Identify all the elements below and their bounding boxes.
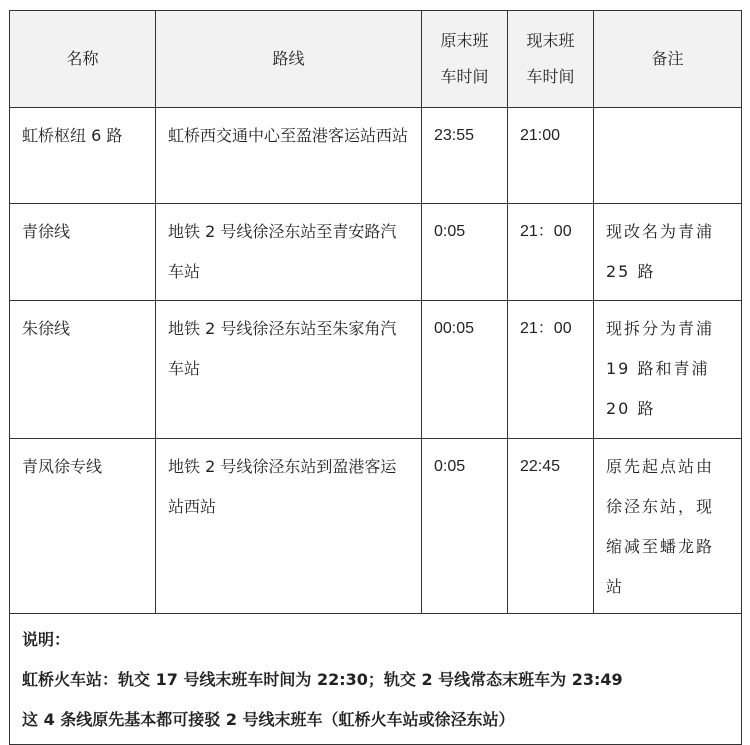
header-name: 名称 <box>10 11 156 108</box>
cell-name: 青凤徐专线 <box>10 439 156 614</box>
cell-old-time: 00:05 <box>422 301 508 439</box>
cell-new-time: 21：00 <box>508 204 594 301</box>
bus-schedule-table <box>9 10 742 745</box>
document-body <box>9 10 741 745</box>
notes-cell <box>10 614 742 745</box>
cell-new-time: 22:45 <box>508 439 594 614</box>
header-old-time-line2: 车时间 <box>440 67 489 86</box>
cell-name: 朱徐线 <box>10 301 156 439</box>
header-new-time-line1: 现末班 <box>526 31 575 50</box>
cell-new-time: 21:00 <box>508 108 594 204</box>
table-row <box>10 108 742 204</box>
header-new-time-line2: 车时间 <box>526 67 575 86</box>
cell-remark <box>594 108 742 204</box>
cell-name: 青徐线 <box>10 204 156 301</box>
header-route: 路线 <box>156 11 422 108</box>
notes-title: 说明： <box>22 630 71 649</box>
cell-remark: 现拆分为青浦 19 路和青浦 20 路 <box>594 301 742 439</box>
notes-row <box>10 614 742 745</box>
cell-route: 地铁 2 号线徐泾东站至朱家角汽车站 <box>156 301 422 439</box>
table-row <box>10 301 742 439</box>
table-row <box>10 439 742 614</box>
header-old-time <box>422 11 508 108</box>
table-header-row <box>10 11 742 108</box>
cell-route: 地铁 2 号线徐泾东站到盈港客运站西站 <box>156 439 422 614</box>
header-new-time <box>508 11 594 108</box>
cell-route: 虹桥西交通中心至盈港客运站西站 <box>156 108 422 204</box>
notes-line-2: 这 4 条线原先基本都可接驳 2 号线末班车（虹桥火车站或徐泾东站） <box>22 710 515 729</box>
cell-route: 地铁 2 号线徐泾东站至青安路汽车站 <box>156 204 422 301</box>
cell-old-time: 0:05 <box>422 439 508 614</box>
notes-line-1: 虹桥火车站：轨交 17 号线末班车时间为 22:30；轨交 2 号线常态末班车为 23:49 <box>22 670 623 689</box>
cell-old-time: 23:55 <box>422 108 508 204</box>
cell-remark: 原先起点站由徐泾东站，现缩减至蟠龙路站 <box>594 439 742 614</box>
cell-name: 虹桥枢纽 6 路 <box>10 108 156 204</box>
cell-remark: 现改名为青浦 25 路 <box>594 204 742 301</box>
cell-new-time: 21：00 <box>508 301 594 439</box>
header-old-time-line1: 原末班 <box>440 31 489 50</box>
table-row <box>10 204 742 301</box>
cell-old-time: 0:05 <box>422 204 508 301</box>
header-remark: 备注 <box>594 11 742 108</box>
